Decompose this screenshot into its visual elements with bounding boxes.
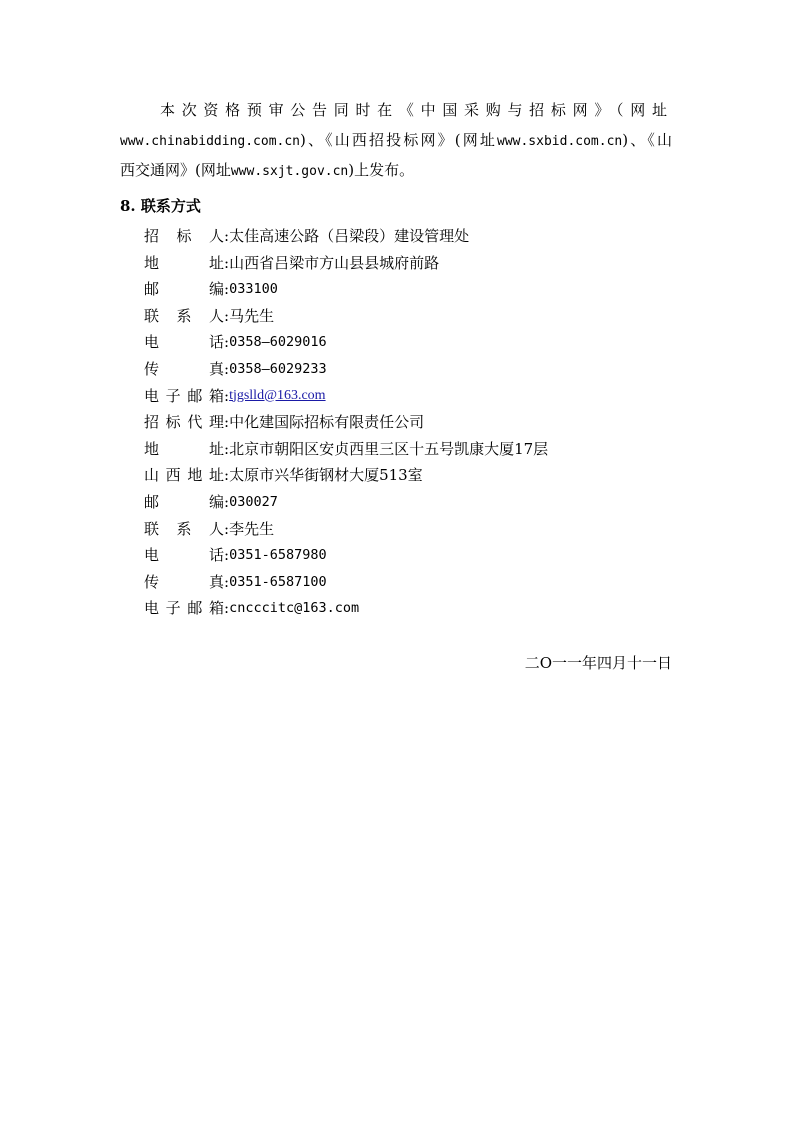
contact-value: 中化建国际招标有限责任公司 [229, 413, 425, 432]
contact-value: 太原市兴华街钢材大厦513室 [229, 466, 423, 485]
contact-row [144, 329, 548, 356]
contact-label: 联 系 人 [144, 519, 224, 538]
contact-label: 电子邮箱 [144, 386, 224, 405]
contact-row [144, 409, 548, 436]
sxjt-url: www.sxjt.gov.cn [230, 164, 349, 179]
email-link[interactable]: tjgslld@163.com [229, 387, 326, 403]
contact-row [144, 489, 548, 516]
contact-row [144, 223, 548, 250]
contact-value: 太佳高速公路（吕梁段）建设管理处 [229, 227, 470, 245]
contact-colon: : [224, 359, 230, 378]
contact-label: 电 话 [144, 546, 224, 565]
contact-row [144, 462, 548, 489]
contact-colon: : [224, 546, 230, 565]
section-heading: 8. 联系方式 [120, 197, 201, 215]
contact-colon: : [224, 599, 230, 618]
contact-colon: : [224, 333, 230, 352]
contact-label: 电 话 [144, 333, 224, 352]
contact-label: 邮 编 [144, 280, 224, 299]
contact-row [144, 542, 548, 569]
contact-row [144, 383, 548, 410]
contact-value: 0358—6029233 [229, 360, 327, 377]
contact-value: 李先生 [229, 519, 275, 538]
contact-row [144, 356, 548, 383]
contact-colon: : [224, 439, 230, 458]
contact-value: 北京市朝阳区安贞西里三区十五号凯康大厦17层 [229, 439, 549, 458]
contact-label: 邮 编 [144, 492, 224, 511]
contact-value: 0351-6587980 [229, 547, 327, 564]
chinabidding-url: www.chinabidding.com.cn [120, 134, 301, 149]
notice-line-1: 本次资格预审公告同时在《中国采购与招标网》（网址 [160, 101, 672, 119]
sxbid-url: www.sxbid.com.cn [497, 134, 623, 149]
contact-row [144, 516, 548, 543]
contact-label: 山西地址 [144, 466, 224, 485]
contact-value: 山西省吕梁市方山县县城府前路 [229, 253, 440, 272]
contact-label: 招标代理 [144, 413, 224, 432]
contact-row [144, 436, 548, 463]
publication-notice [120, 95, 672, 185]
contact-label: 招 标 人 [144, 227, 224, 245]
notice-line-3-end: )上发布。 [348, 161, 415, 179]
contact-label: 地 址 [144, 253, 224, 272]
contact-label: 传 真 [144, 359, 224, 378]
contact-colon: : [224, 386, 230, 405]
contact-label: 传 真 [144, 572, 224, 591]
contact-value: 030027 [229, 493, 278, 510]
contact-value: 0358—6029016 [229, 334, 327, 351]
contact-colon: : [224, 253, 230, 272]
contact-row [144, 303, 548, 330]
notice-line-3-start: 西交通网》(网址 [120, 161, 231, 179]
document-date: 二O一一年四月十一日 [524, 654, 672, 672]
contact-colon: : [224, 466, 230, 485]
contact-value: cncccitc@163.com [229, 600, 360, 617]
notice-line-3 [120, 155, 672, 185]
contact-label: 电子邮箱 [144, 599, 224, 618]
contact-value: 马先生 [229, 306, 275, 325]
contact-value: 0351-6587100 [229, 573, 327, 590]
contact-colon: : [224, 280, 230, 299]
contact-value: 033100 [229, 281, 278, 298]
contact-colon: : [224, 492, 230, 511]
contact-row [144, 250, 548, 277]
contact-colon: : [224, 519, 230, 538]
contact-list [144, 223, 548, 622]
contact-colon: : [224, 413, 230, 432]
notice-line-2-mid: )、《山西招投标网》(网址 [300, 131, 497, 149]
contact-colon: : [224, 227, 230, 245]
notice-line-2-end: )、《山 [622, 131, 672, 149]
notice-line-2 [120, 125, 672, 155]
contact-label: 联 系 人 [144, 306, 224, 325]
contact-colon: : [224, 572, 230, 591]
contact-label: 地 址 [144, 439, 224, 458]
contact-row [144, 276, 548, 303]
contact-colon: : [224, 306, 230, 325]
contact-row [144, 595, 548, 622]
contact-row [144, 569, 548, 596]
